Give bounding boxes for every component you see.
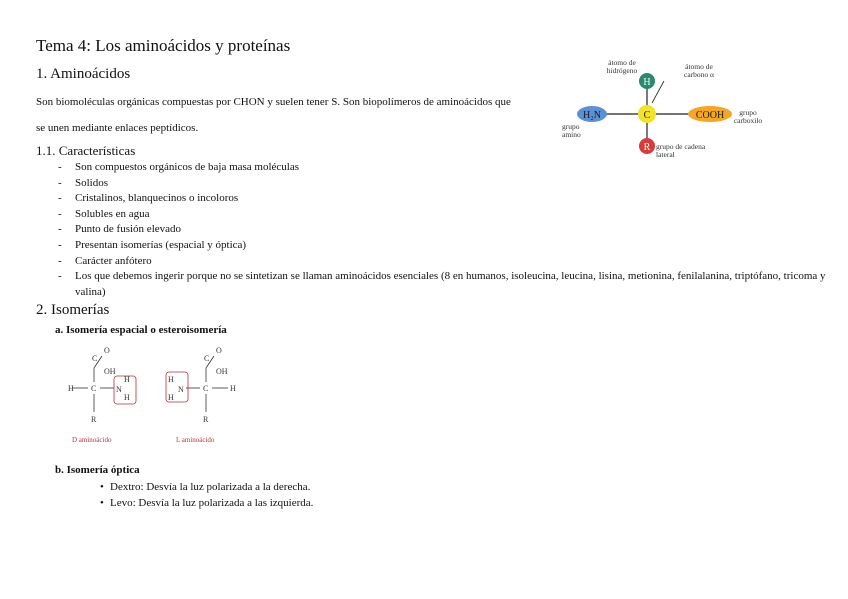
- l-atom-c-top: C: [204, 354, 210, 363]
- intro-paragraph-line-2: se unen mediante enlaces peptídicos.: [36, 122, 199, 134]
- amino-acid-structure-diagram: [556, 57, 772, 169]
- l-atom-c: C: [203, 384, 209, 393]
- list-item: - Son compuestos orgánicos de baja masa moléculas: [58, 160, 828, 176]
- d-atom-oh: OH: [104, 367, 116, 376]
- d-atom-c-top: C: [92, 354, 98, 363]
- l-atom-h-bottom: H: [168, 393, 174, 402]
- list-item: - Carácter anfótero: [58, 254, 828, 270]
- d-atom-r: R: [91, 415, 97, 424]
- l-atom-h-top: H: [168, 375, 174, 384]
- list-item: - Los que debemos ingerir porque no se sintetizan se llaman aminoácidos esenciales (8 en humanos, isoleucina, leucina, lisina, metionina, fenilalanina, triptófano, tricoma y valina): [58, 269, 828, 300]
- subsection-heading-caracteristicas: 1.1. Características: [36, 143, 136, 158]
- d-atom-o: O: [104, 346, 110, 355]
- label-c-atom: átomo de carbono α: [684, 63, 714, 79]
- optical-isomery-list: [110, 480, 313, 511]
- d-atom-c: C: [91, 384, 97, 393]
- node-c-text: C: [643, 110, 651, 121]
- list-item: - Punto de fusión elevado: [58, 222, 828, 238]
- l-atom-n: N: [178, 385, 184, 394]
- d-atom-h-top: H: [124, 375, 130, 384]
- section-heading-aminoacidos: 1. Aminoácidos: [36, 66, 131, 82]
- l-atom-oh: OH: [216, 367, 228, 376]
- node-cooh-text: COOH: [695, 110, 725, 121]
- subheading-isomeria-optica: b. Isomería óptica: [55, 464, 140, 476]
- label-carboxyl: grupo carboxilo: [733, 109, 763, 125]
- list-item: - Solidos: [58, 176, 828, 192]
- node-r-text: R: [643, 142, 651, 153]
- node-h-text: H: [643, 77, 651, 88]
- list-item: - Presentan isomerías (espacial y óptica): [58, 238, 828, 254]
- subheading-isomeria-espacial: a. Isomería espacial o esteroisomería: [55, 324, 227, 336]
- d-aminoacid-caption: D aminoácido: [72, 436, 112, 444]
- list-item: - Solubles en agua: [58, 207, 828, 223]
- node-amino-text: H₂N: [583, 110, 601, 121]
- label-h-atom: átomo de hidrógeno: [606, 59, 638, 75]
- page-title: Tema 4: Los aminoácidos y proteínas: [36, 36, 291, 55]
- stereoisomer-diagram: [58, 342, 258, 450]
- label-side-chain: grupo de cadena lateral: [656, 143, 706, 159]
- list-item: - Cristalinos, blanquecinos o incoloros: [58, 191, 828, 207]
- l-atom-o: O: [216, 346, 222, 355]
- l-atom-h-right: H: [230, 384, 236, 393]
- intro-paragraph-line-1: Son biomoléculas orgánicas compuestas por CHON y suelen tener S. Son biopolímeros de aminoácidos que: [36, 96, 511, 108]
- list-item: • Levo: Desvía la luz polarizada a las izquierda.: [110, 496, 313, 512]
- characteristics-list: [58, 160, 828, 300]
- d-atom-h-left: H: [68, 384, 74, 393]
- label-amino: grupo amino: [562, 123, 581, 139]
- d-atom-h-bottom: H: [124, 393, 130, 402]
- section-heading-isomerias: 2. Isomerías: [36, 302, 110, 318]
- l-atom-r: R: [203, 415, 209, 424]
- l-aminoacid-caption: L aminoácido: [176, 436, 215, 444]
- d-atom-n: N: [116, 385, 122, 394]
- list-item: • Dextro: Desvía la luz polarizada a la derecha.: [110, 480, 313, 496]
